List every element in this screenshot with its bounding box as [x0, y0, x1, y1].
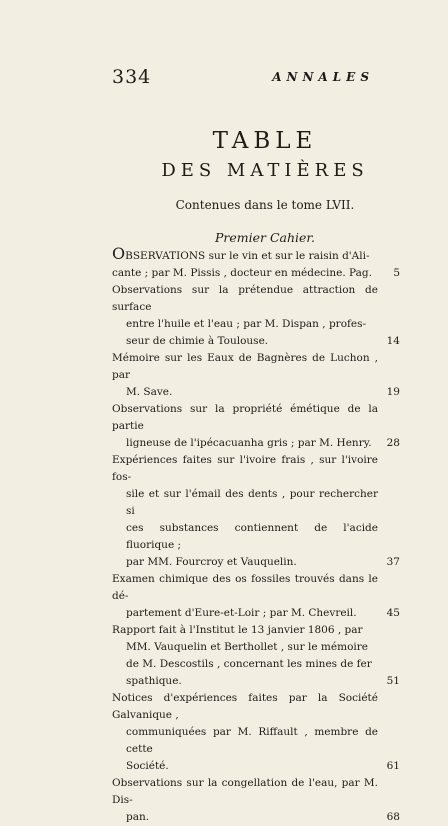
entry-text	[112, 571, 378, 622]
entry-line: Société.	[126, 760, 169, 772]
entry-line: Rapport fait à l'Institut le 13 janvier 1806 , par	[112, 624, 363, 636]
entry-page-number: 5	[393, 267, 400, 279]
entry-line: ligneuse de l'ipécacuanha gris ; par M. Henry.	[126, 437, 372, 449]
drop-cap: O	[112, 244, 126, 263]
entry-line: Mémoire sur les Eaux de Bagnères de Luchon , par	[112, 352, 378, 381]
entry-text	[112, 452, 378, 571]
small-caps-word: BSERVATIONS	[125, 250, 206, 262]
entry-line	[112, 246, 378, 265]
page-header	[112, 66, 374, 90]
entry-line-text: sur le vin et sur le raisin d'Ali-	[208, 250, 370, 262]
entry-text	[112, 622, 378, 690]
entry-text	[112, 775, 378, 826]
contents-entry	[112, 775, 400, 826]
contents-entry	[112, 246, 400, 282]
entry-line: partement d'Eure-et-Loir ; par M. Chevreil.	[126, 607, 357, 619]
entry-text	[112, 246, 378, 282]
entry-line: M. Save.	[126, 386, 173, 398]
running-head: ANNALES	[272, 70, 374, 84]
entry-text	[112, 350, 378, 401]
entry-page-number: 61	[386, 760, 400, 772]
entry-page-number: 14	[386, 335, 400, 347]
table-subtitle: DES MATIÈRES	[161, 160, 369, 181]
entry-line: sile et sur l'émail des dents , pour rechercher si	[126, 488, 378, 517]
contents-entry	[112, 452, 400, 571]
entry-line: par MM. Fourcroy et Vauquelin.	[126, 556, 297, 568]
table-title: TABLE	[212, 128, 318, 154]
entry-line: entre l'huile et l'eau ; par M. Dispan , profes-	[126, 318, 367, 330]
page-number: 334	[112, 66, 152, 88]
entry-line: Examen chimique des os fossiles trouvés dans le dé-	[112, 573, 378, 602]
contents-entry	[112, 690, 400, 775]
entry-line: Expériences faites sur l'ivoire frais , sur l'ivoire fos-	[112, 454, 378, 483]
contents-list	[112, 246, 400, 826]
entry-page-number: 45	[386, 607, 400, 619]
contents-entry	[112, 401, 400, 452]
contents-entry	[112, 622, 400, 690]
volume-line: Contenues dans le tome LVII.	[175, 198, 355, 212]
entry-line: MM. Vauquelin et Berthollet , sur le mémoire	[126, 641, 368, 653]
entry-text	[112, 690, 378, 775]
entry-page-number: 68	[386, 811, 400, 823]
entry-line: seur de chimie à Toulouse.	[126, 335, 269, 347]
contents-entry	[112, 350, 400, 401]
entry-line: pan.	[126, 811, 150, 823]
entry-line: Notices d'expériences faites par la Société Galvanique ,	[112, 692, 378, 721]
entry-text	[112, 282, 378, 350]
entry-text	[112, 401, 378, 452]
contents-entry	[112, 282, 400, 350]
entry-line: ces substances contiennent de l'acide fluorique ;	[126, 522, 378, 551]
entry-page-number: 37	[386, 556, 400, 568]
entry-page-number: 19	[386, 386, 400, 398]
entry-line: Observations sur la congellation de l'eau, par M. Dis-	[112, 777, 378, 806]
entry-page-number: 51	[386, 675, 400, 687]
entry-line: Observations sur la propriété émétique de la partie	[112, 403, 378, 432]
entry-page-number: 28	[386, 437, 400, 449]
section-heading: Premier Cahier.	[214, 230, 316, 245]
entry-line: spathique.	[126, 675, 182, 687]
entry-line: cante ; par M. Pissis , docteur en médecine. Pag.	[112, 267, 372, 279]
entry-line: communiquées par M. Riffault , membre de cette	[126, 726, 378, 755]
entry-line: de M. Descostils , concernant les mines de fer	[126, 658, 372, 670]
contents-entry	[112, 571, 400, 622]
entry-line: Observations sur la prétendue attraction de surface	[112, 284, 378, 313]
